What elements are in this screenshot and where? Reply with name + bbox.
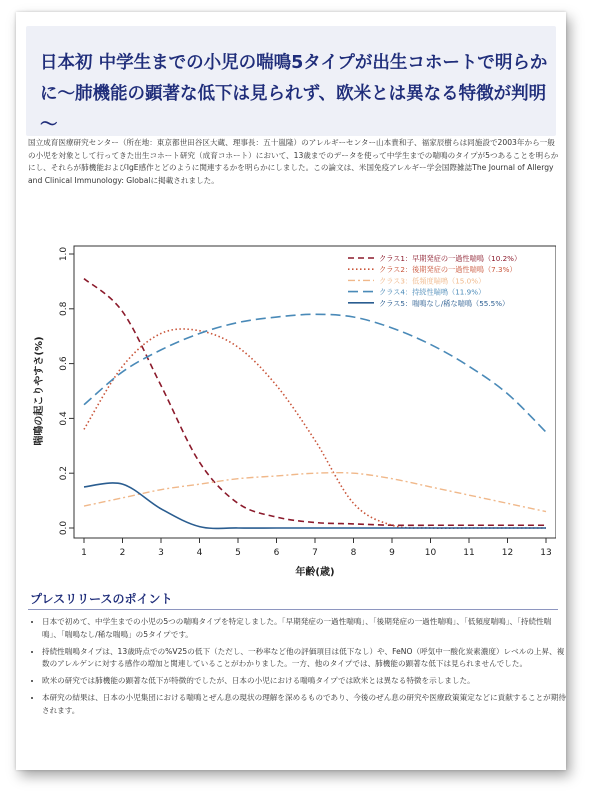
y-tick-label: 1.0 — [59, 246, 69, 262]
y-tick-label: 0.4 — [59, 411, 69, 426]
x-tick-label: 7 — [312, 548, 318, 558]
x-tick-label: 5 — [235, 548, 241, 558]
series-line-1 — [84, 279, 546, 526]
point-item: • 持続性喘鳴タイプは、13歳時点での%V25の低下（ただし、一秒率など他の評価項目は低下なし）や、FeNO（呼気中一酸化炭素濃度）レベルの上昇、複数のアレルゲンに対する感作の増加と関連していることがわかりました。一方、他のタイプでは、肺機能の顕著な低下は見られませんでした。 — [42, 646, 567, 672]
series-line-4 — [84, 314, 546, 432]
title-box — [26, 26, 556, 136]
series-line-2 — [84, 329, 546, 528]
point-item: • 本研究の結果は、日本の小児集団における喘鳴とぜん息の現状の理解を深めるものであり、今後のぜん息の研究や医療政策策定などに貢献することが期待されます。 — [42, 692, 567, 718]
points-heading: プレスリリースのポイント — [30, 592, 173, 606]
x-tick-label: 4 — [196, 548, 203, 558]
point-item: • 欧米の研究では肺機能の顕著な低下が特徴的でしたが、日本の小児における喘鳴タイプでは欧米とは異なる特徴を示しました。 — [42, 675, 567, 688]
points-list — [28, 616, 567, 722]
x-axis-label: 年齢(歳) — [295, 567, 335, 578]
x-tick-label: 3 — [158, 548, 164, 558]
series-line-5 — [84, 483, 546, 528]
y-axis-label: 喘鳴の起こりやすさ(%) — [34, 336, 45, 446]
y-tick-label: 0.6 — [59, 356, 69, 371]
y-tick-label: 0.8 — [59, 301, 69, 316]
y-tick-label: 0.2 — [59, 466, 69, 481]
y-tick-label: 0.0 — [59, 520, 69, 536]
x-tick-label: 13 — [540, 548, 552, 558]
legend-entry: クラス4：持続性喘鳴（11.9%） — [379, 287, 486, 297]
section-divider — [28, 609, 558, 610]
x-tick-label: 10 — [424, 548, 437, 558]
x-tick-label: 6 — [273, 548, 280, 558]
x-tick-label: 12 — [501, 548, 514, 558]
x-tick-label: 1 — [81, 548, 87, 558]
point-item: • 日本で初めて、中学生までの小児の5つの喘鳴タイプを特定しました。「早期発症の一過性喘鳴」、「後期発症の一過性喘鳴」、「低頻度喘鳴」、「持続性喘鳴」、「喘鳴なし/稀な喘鳴」の5タイプです。 — [42, 616, 567, 642]
wheeze-phenotype-chart — [26, 240, 556, 585]
legend-entry: クラス1：早期発症の一過性喘鳴（10.2%） — [379, 254, 522, 263]
x-tick-label: 2 — [119, 548, 126, 558]
legend-entry: クラス2：後期発症の一過性喘鳴（7.3%） — [379, 265, 517, 275]
article-card — [16, 12, 566, 770]
page-title: 日本初 中学生までの小児の喘鳴5タイプが出生コホートで明らかに～肺機能の顕著な低下は見られず、欧米とは異なる特徴が判明～ — [40, 53, 548, 135]
intro-paragraph: 国立成育医療研究センター（所在地：東京都世田谷区大蔵、理事長：五十嵐隆）のアレルギーセンター山本貴和子、福家辰樹らは同施設で2003年から一般の小児を対象として行ってきた出生コホート研究（成育コホート）において、13歳までのデータを使って中学生までの喘鳴のタイプが5つあることを明らかにし、それらが肺機能およびIgE感作とどのように関連するかを明らかにしました。この論文は、米国免疫アレルギー学会国際雑誌The Journal of Allergy and Clinical Immunology: Globalに掲載されました。 — [28, 138, 559, 185]
legend-entry: クラス3：低頻度喘鳴（15.0%） — [379, 276, 486, 286]
series-line-3 — [84, 473, 546, 512]
x-tick-label: 9 — [389, 548, 395, 558]
x-tick-label: 8 — [350, 548, 357, 558]
x-tick-label: 11 — [463, 548, 475, 558]
legend-entry: クラス5：喘鳴なし/稀な喘鳴（55.5%） — [379, 298, 510, 308]
